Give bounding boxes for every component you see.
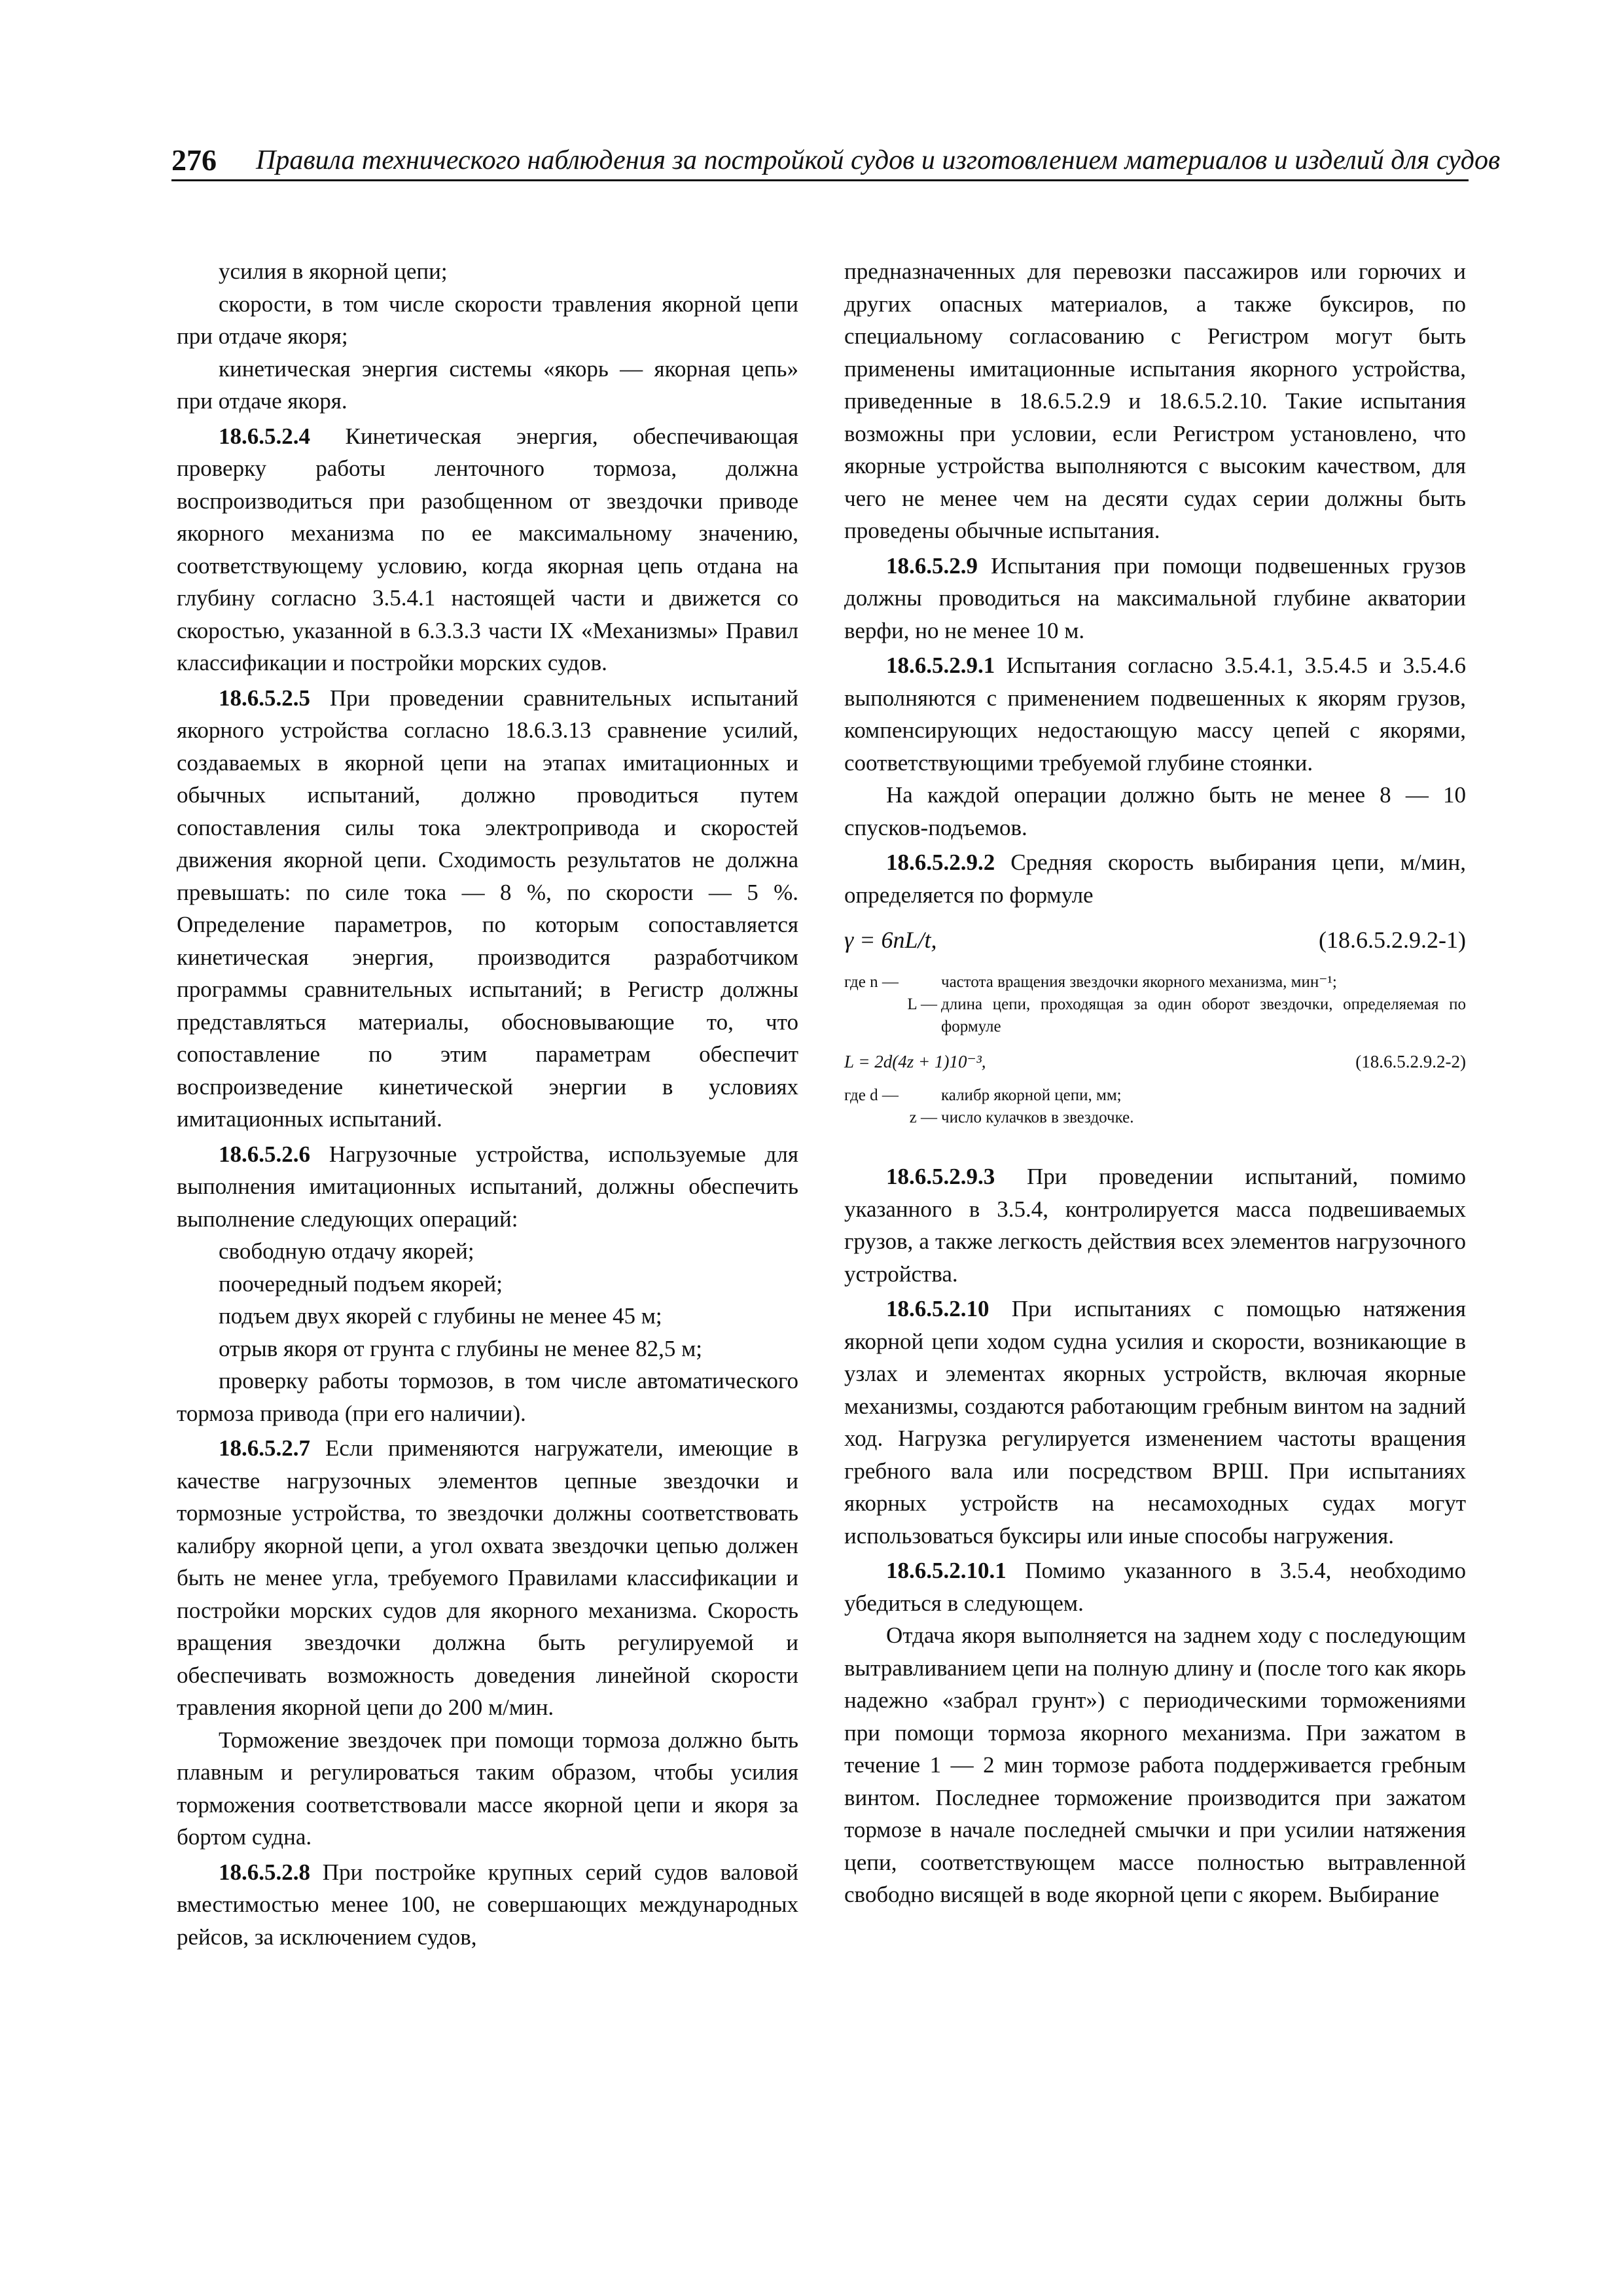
paragraph-text: Средняя скорость выбирания цепи, м/мин, определяется по формуле bbox=[844, 850, 1466, 908]
paragraph bbox=[177, 353, 798, 418]
right-column-bottom bbox=[844, 1160, 1466, 1911]
paragraph-text: Торможение звездочек при помощи тормоза должно быть плавным и регулироваться таким образом, чтобы усилия торможения соответствовали массе якорной цепи и якоря за бортом судна. bbox=[177, 1727, 798, 1850]
paragraph-text: Помимо указанного в 3.5.4, необходимо убедиться в следующем. bbox=[844, 1558, 1466, 1616]
paragraph bbox=[177, 255, 798, 288]
legend-description: частота вращения звездочки якорного механизма, мин⁻¹; bbox=[941, 973, 1337, 991]
legend-row bbox=[844, 1107, 1466, 1129]
paragraph bbox=[844, 550, 1466, 647]
clause-number: 18.6.5.2.9.1 bbox=[886, 653, 995, 678]
paragraph-text: При проведении испытаний, помимо указанного в 3.5.4, контролируется масса подвешиваемых грузов, а также легкость действия всех элементов нагрузочного устройства. bbox=[844, 1164, 1466, 1287]
clause-number: 18.6.5.2.10 bbox=[886, 1296, 990, 1321]
left-column bbox=[177, 255, 798, 1953]
formula-1-expression: γ = 6nL/t, bbox=[844, 927, 937, 953]
paragraph bbox=[844, 1293, 1466, 1552]
clause-number: 18.6.5.2.9 bbox=[886, 552, 978, 579]
legend-term: где n — bbox=[844, 973, 899, 991]
paragraph bbox=[177, 1268, 798, 1300]
paragraph bbox=[177, 1138, 798, 1236]
paragraph bbox=[844, 255, 1466, 547]
paragraph bbox=[844, 1160, 1466, 1290]
clause-number: 18.6.5.2.9.2 bbox=[886, 850, 995, 875]
paragraph-text: Отдача якоря выполняется на заднем ходу с последующим вытравливанием цепи на полную длину и (после того как якорь надежно «забрал грунт») с периодическими торможениями при помощи тормоза якорного механизма. При зажатом в течение 1 — 2 мин тормозе работа поддерживается гребным винтом. Последнее торможение производится при зажатом тормозе в начале последней смычки и при усилии натяжения цепи, соответствующем массе полностью вытравленной свободно висящей в воде якорной цепи с якорем. Выбирание bbox=[844, 1623, 1466, 1907]
clause-number: 18.6.5.2.9.3 bbox=[886, 1164, 995, 1189]
page-header bbox=[171, 143, 1501, 181]
paragraph-text: подъем двух якорей с глубины не менее 45 м; bbox=[219, 1303, 662, 1329]
paragraph-text: На каждой операции должно быть не менее 8 — 10 спусков-подъемов. bbox=[844, 782, 1466, 840]
legend-description: длина цепи, проходящая за один оборот звездочки, определяемая по формуле bbox=[941, 995, 1466, 1035]
paragraph-text: свободную отдачу якорей; bbox=[219, 1238, 474, 1264]
paragraph bbox=[177, 1856, 798, 1954]
legend-row bbox=[844, 994, 1466, 1038]
paragraph-text: При испытаниях с помощью натяжения якорной цепи ходом судна усилия и скорости, возникающие в узлах и элементах якорных устройств, включая якорные механизмы, создаются работающим гребным винтом на задний ход. Нагрузка регулируется изменением частоты вращения гребного вала или посредством ВРШ. При испытаниях якорных устройств на несамоходных судах могут использоваться буксиры или иные способы нагружения. bbox=[844, 1296, 1466, 1549]
paragraph bbox=[844, 1554, 1466, 1619]
legend-term: где d — bbox=[844, 1086, 899, 1104]
paragraph bbox=[177, 1365, 798, 1429]
formula-1-number: (18.6.5.2.9.2-1) bbox=[1319, 927, 1466, 953]
paragraph bbox=[177, 1432, 798, 1724]
right-column bbox=[844, 255, 1466, 1911]
page-number: 276 bbox=[171, 143, 217, 177]
clause-number: 18.6.5.2.10.1 bbox=[886, 1558, 1007, 1583]
paragraph bbox=[177, 420, 798, 679]
paragraph bbox=[177, 682, 798, 1136]
paragraph-text: Испытания при помощи подвешенных грузов должны проводиться на максимальной глубине акватории верфи, но не менее 10 м. bbox=[844, 552, 1466, 643]
clause-number: 18.6.5.2.6 bbox=[219, 1141, 310, 1167]
clause-number: 18.6.5.2.7 bbox=[219, 1435, 310, 1461]
legend-row bbox=[844, 971, 1466, 994]
paragraph-text: проверку работы тормозов, в том числе автоматического тормоза привода (при его наличии). bbox=[177, 1368, 798, 1426]
paragraph-text: предназначенных для перевозки пассажиров или горючих и других опасных материалов, а также буксиров, по специальному согласованию с Регистром могут быть применены имитационные испытания якорного устройства, приведенные в 18.6.5.2.9 и 18.6.5.2.10. Такие испытания возможны при условии, если Регистром установлено, что якорные устройства выполняются с высоким качеством, для чего не менее чем на десяти судах серии должны быть проведены обычные испытания. bbox=[844, 259, 1466, 543]
formula-2-legend bbox=[844, 1085, 1466, 1129]
paragraph-text: кинетическая энергия системы «якорь — якорная цепь» при отдаче якоря. bbox=[177, 355, 798, 414]
paragraph bbox=[844, 779, 1466, 844]
paragraph bbox=[844, 1619, 1466, 1911]
paragraph-text: При постройке крупных серий судов валовой вместимостью менее 100, не совершающих международных рейсов, за исключением судов, bbox=[177, 1859, 798, 1950]
right-column-top bbox=[844, 255, 1466, 911]
paragraph bbox=[177, 1724, 798, 1854]
formula-1 bbox=[844, 924, 1466, 957]
legend-term: L — bbox=[907, 995, 937, 1013]
paragraph-text: При проведении сравнительных испытаний якорного устройства согласно 18.6.3.13 сравнение усилий, создаваемых в якорной цепи на этапах имитационных и обычных испытаний, должно проводиться путем сопоставления силы тока электропривода и скоростей движения якорной цепи. Сходимость результатов не должна превышать: по силе тока — 8 %, по скорости — 5 %. Определение параметров, по которым сопоставляется кинетическая энергия, производится разработчиком программы сравнительных испытаний; в Регистр должны представляться материалы, обосновывающие то, что сопоставление по этим параметрам обеспечит воспроизведение кинетической энергии в условиях имитационных испытаний. bbox=[177, 685, 798, 1132]
formula-2-number: (18.6.5.2.9.2-2) bbox=[1355, 1051, 1466, 1071]
clause-number: 18.6.5.2.5 bbox=[219, 685, 310, 711]
paragraph-text: поочередный подъем якорей; bbox=[219, 1270, 503, 1297]
paragraph bbox=[844, 649, 1466, 779]
spacer bbox=[844, 1129, 1466, 1158]
clause-number: 18.6.5.2.8 bbox=[219, 1859, 310, 1885]
paragraph-text: Нагрузочные устройства, используемые для выполнения имитационных испытаний, должны обеспечить выполнение следующих операций: bbox=[177, 1141, 798, 1232]
paragraph-text: Кинетическая энергия, обеспечивающая проверку работы ленточного тормоза, должна воспроизводиться при разобщенном от звездочки приводе якорного механизма по ее максимальному значению, соответствующему условию, когда якорная цепь отдана на глубину согласно 3.5.4.1 настоящей части и движется со скоростью, указанной в 6.3.3.3 части IX «Механизмы» Правил классификации и постройки морских судов. bbox=[177, 423, 798, 675]
paragraph bbox=[177, 1235, 798, 1268]
paragraph-text: Если применяются нагружатели, имеющие в качестве нагрузочных элементов цепные звездочки и тормозные устройства, то звездочки должны соответствовать калибру якорной цепи, а угол охвата звездочки цепью должен быть не менее угла, требуемого Правилами классификации и постройки морских судов для якорного механизма. Скорость вращения звездочки должна быть регулируемой и обеспечивать возможность доведения линейной скорости травления якорной цепи до 200 м/мин. bbox=[177, 1435, 798, 1720]
paragraph-text: Испытания согласно 3.5.4.1, 3.5.4.5 и 3.5.4.6 выполняются с применением подвешенных к якорям грузов, компенсирующих недостающую массу цепей с якорями, соответствующими требуемой глубине стоянки. bbox=[844, 653, 1466, 776]
paragraph-text: усилия в якорной цепи; bbox=[219, 259, 448, 284]
paragraph-text: скорости, в том числе скорости травления якорной цепи при отдаче якоря; bbox=[177, 291, 798, 349]
legend-term: z — bbox=[909, 1109, 937, 1126]
paragraph bbox=[177, 1300, 798, 1333]
paragraph bbox=[844, 846, 1466, 911]
formula-2 bbox=[844, 1046, 1466, 1079]
paragraph bbox=[177, 288, 798, 353]
formula-2-expression: L = 2d(4z + 1)10⁻³, bbox=[844, 1051, 986, 1071]
paragraph bbox=[177, 1333, 798, 1365]
legend-description: число кулачков в звездочке. bbox=[941, 1109, 1134, 1126]
legend-row bbox=[844, 1085, 1466, 1107]
legend-description: калибр якорной цепи, мм; bbox=[941, 1086, 1122, 1104]
paragraph-text: отрыв якоря от грунта с глубины не менее 82,5 м; bbox=[219, 1335, 702, 1361]
clause-number: 18.6.5.2.4 bbox=[219, 423, 310, 449]
formula-1-legend bbox=[844, 971, 1466, 1038]
running-title: Правила технического наблюдения за постройкой судов и изготовлением материалов и изделий для судов bbox=[256, 145, 1501, 175]
